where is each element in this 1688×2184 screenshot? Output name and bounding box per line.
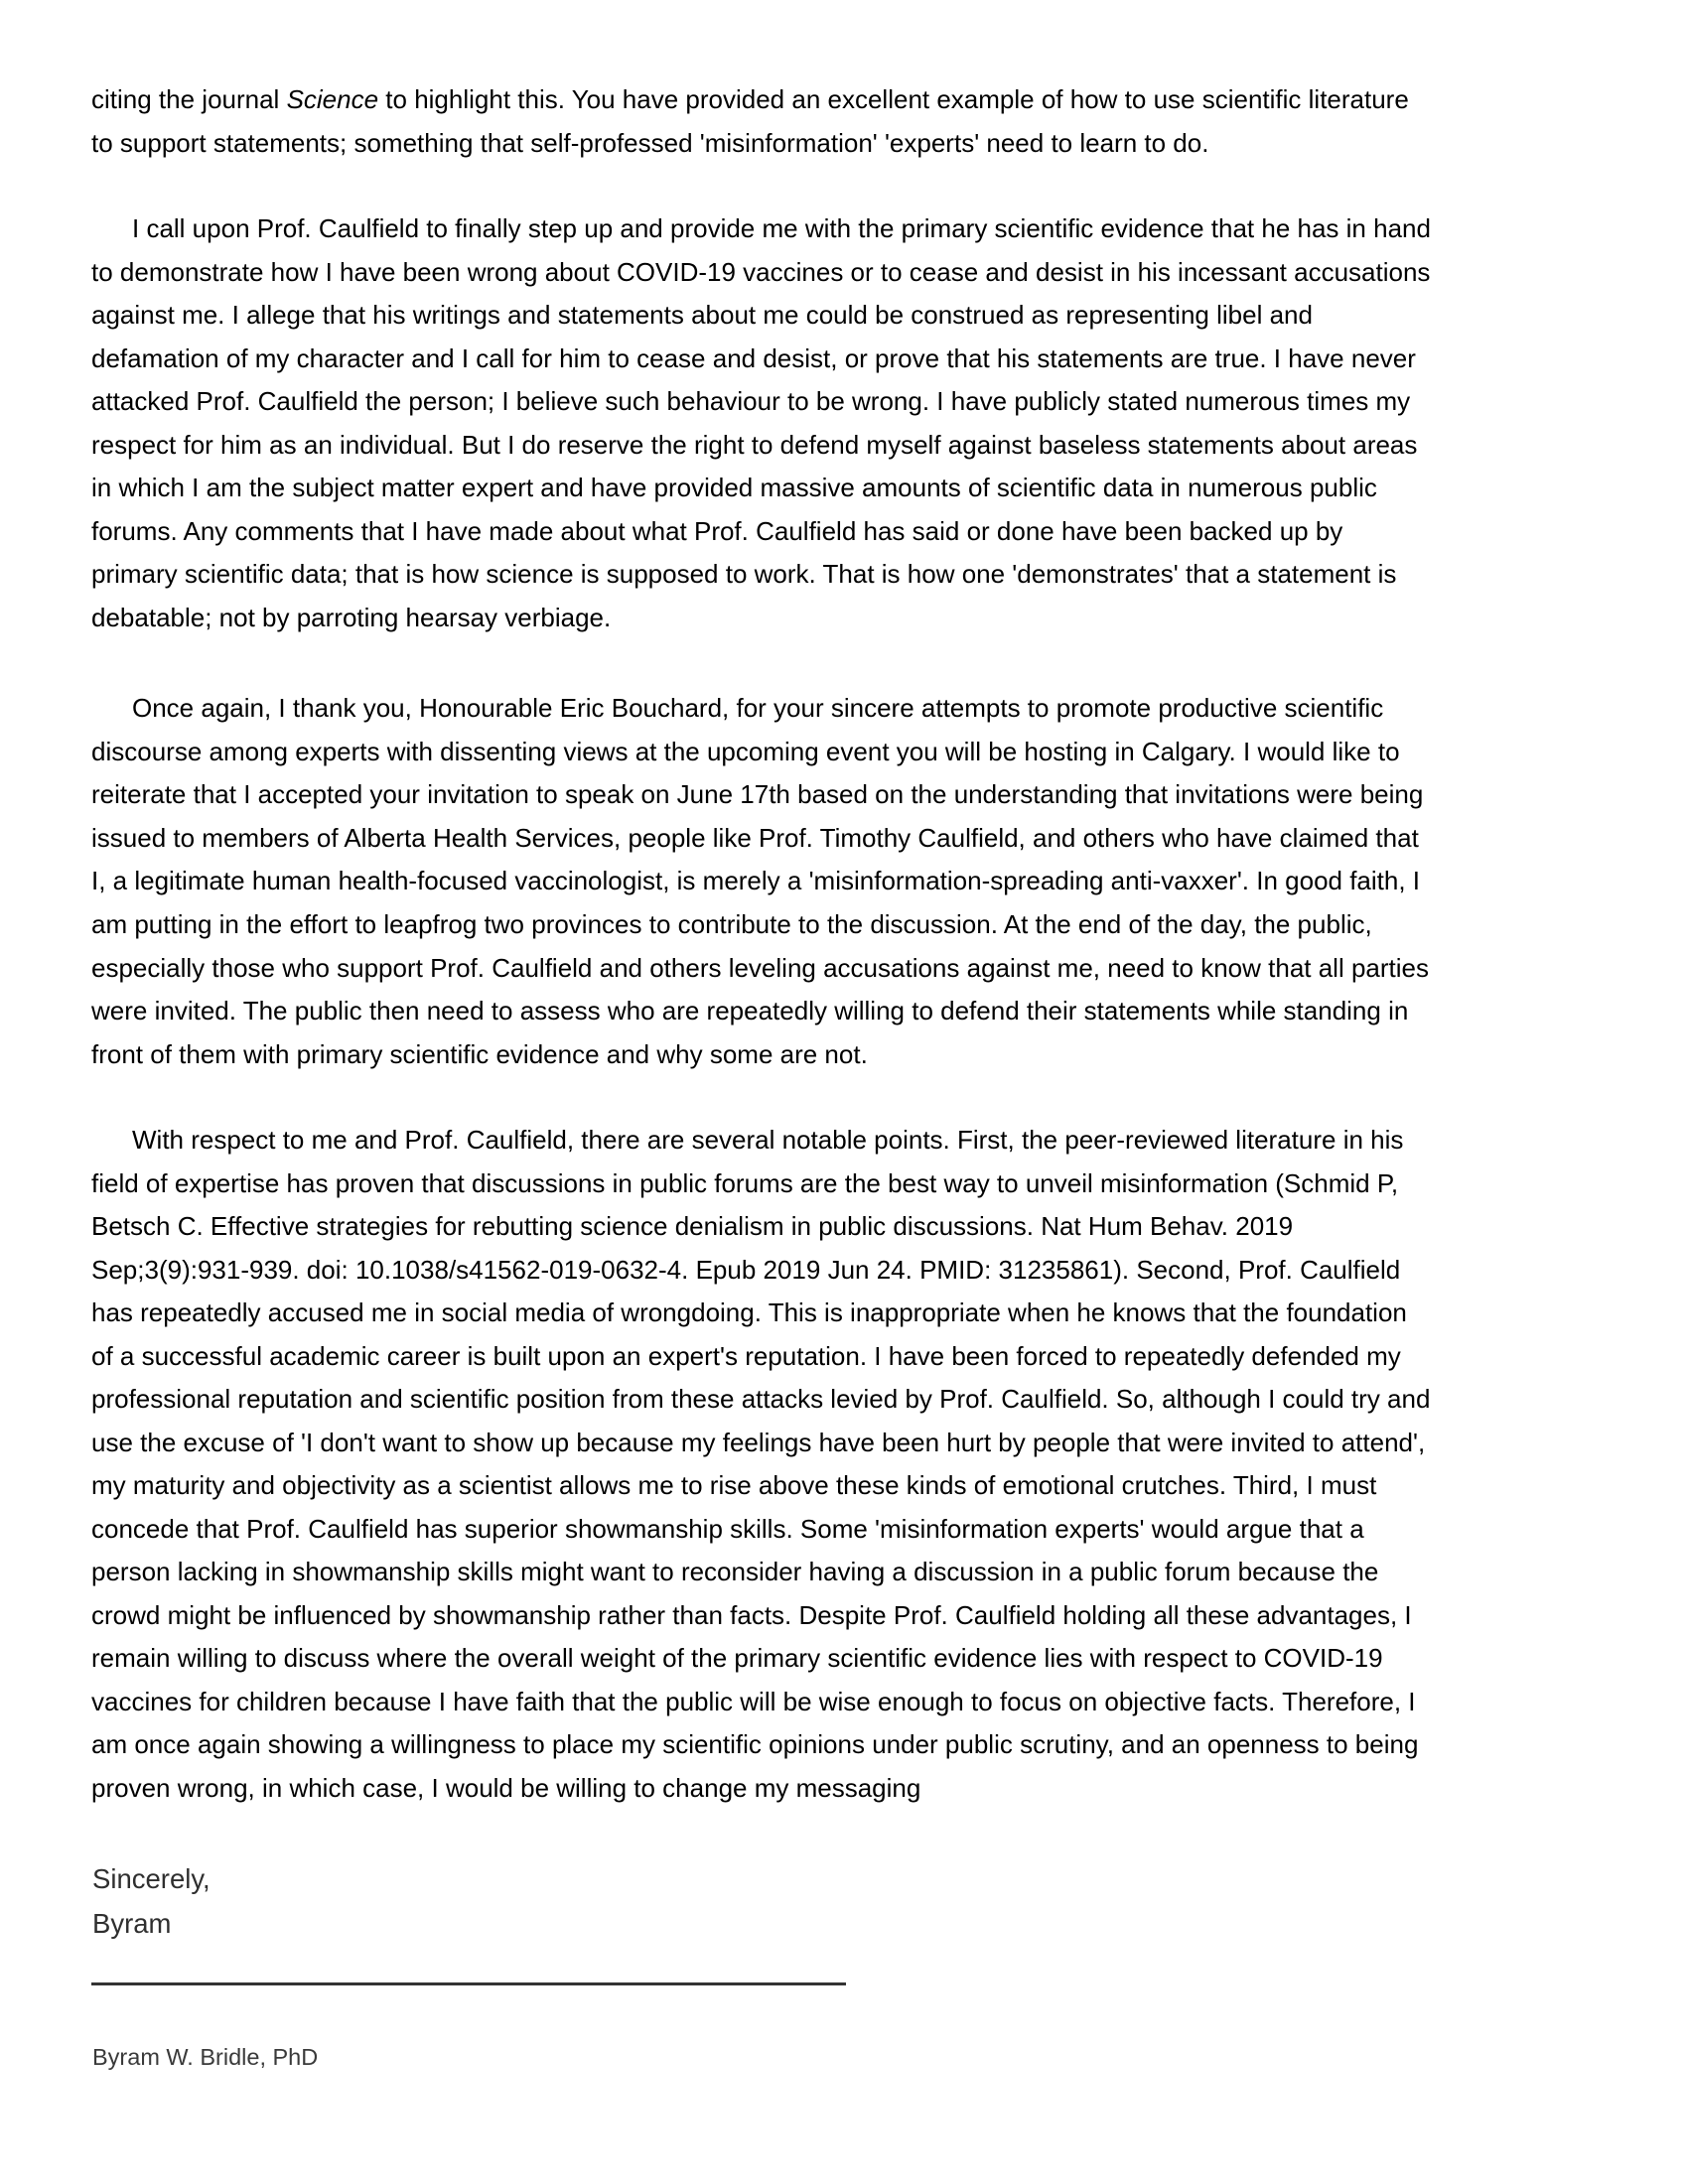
paragraph-4-line-16: proven wrong, in which case, I would be willing to change my messaging — [91, 1772, 921, 1803]
paragraph-4-line-4: Sep;3(9):931-939. doi: 10.1038/s41562-019-0632-4. Epub 2019 Jun 24. PMID: 31235861). Second, Prof. Caulfield — [91, 1254, 1401, 1285]
text-segment: to highlight this. You have provided an excellent example of how to use scientific literature — [378, 84, 1409, 114]
paragraph-4-line-8: use the excuse of 'I don't want to show up because my feelings have been hurt by people that were invited to attend', — [91, 1427, 1426, 1457]
journal-name-italic: Science — [286, 84, 379, 114]
signature-line — [91, 1982, 846, 1985]
paragraph-3-line-2: discourse among experts with dissenting views at the upcoming event you will be hosting in Calgary. I would like to — [91, 736, 1400, 766]
paragraph-2-line-7: in which I am the subject matter expert and have provided massive amounts of scientific data in numerous public — [91, 473, 1377, 502]
paragraph-3-line-5: I, a legitimate human health-focused vaccinologist, is merely a 'misinformation-spreading anti-vaxxer'. In good faith, I — [91, 866, 1421, 896]
paragraph-4-line-13: remain willing to discuss where the overall weight of the primary scientific evidence lies with respect to COVID-19 — [91, 1643, 1383, 1673]
text-segment: citing the journal — [91, 84, 287, 114]
paragraph-4-line-15: am once again showing a willingness to place my scientific opinions under public scrutiny, and an openness to being — [91, 1729, 1419, 1759]
paragraph-3-line-8: were invited. The public then need to assess who are repeatedly willing to defend their statements while standing in — [91, 996, 1409, 1026]
paragraph-2-line-5: attacked Prof. Caulfield the person; I believe such behaviour to be wrong. I have publicly stated numerous times my — [91, 386, 1411, 416]
paragraph-2-line-10: debatable; not by parroting hearsay verbiage. — [91, 602, 612, 632]
paragraph-2-line-3: against me. I allege that his writings and statements about me could be construed as representing libel and — [91, 300, 1313, 330]
paragraph-4-line-6: of a successful academic career is built upon an expert's reputation. I have been forced to repeatedly defended my — [91, 1340, 1401, 1371]
paragraph-4-line-10: concede that Prof. Caulfield has superior showmanship skills. Some 'misinformation experts' would argue that a — [91, 1513, 1364, 1544]
paragraph-3-line-1: Once again, I thank you, Honourable Eric Bouchard, for your sincere attempts to promote productive scientific — [132, 693, 1384, 723]
paragraph-4-line-12: crowd might be influenced by showmanship rather than facts. Despite Prof. Caulfield holding all these advantages, I — [91, 1599, 1412, 1630]
valediction: Sincerely, — [92, 1863, 211, 1894]
paragraph-2-line-6: respect for him as an individual. But I do reserve the right to defend myself against baseless statements about areas — [91, 429, 1418, 460]
paragraph-3-line-6: am putting in the effort to leapfrog two provinces to contribute to the discussion. At the end of the day, the public, — [91, 909, 1372, 939]
paragraph-4-line-2: field of expertise has proven that discussions in public forums are the best way to unveil misinformation (Schmid P, — [91, 1167, 1399, 1198]
signature-first-name: Byram — [92, 1908, 172, 1939]
paragraph-4-line-14: vaccines for children because I have faith that the public will be wise enough to focus on objective facts. Therefore, I — [91, 1686, 1416, 1716]
paragraph-3-line-7: especially those who support Prof. Caulfield and others leveling accusations against me, need to know that all parties — [91, 952, 1429, 983]
paragraph-1-line-2: to support statements; something that self-professed 'misinformation' 'experts' need to learn to do. — [91, 128, 1209, 158]
paragraph-4-line-9: my maturity and objectivity as a scientist allows me to rise above these kinds of emotional crutches. Third, I must — [91, 1470, 1377, 1500]
paragraph-1-line-1 — [91, 84, 1409, 114]
paragraph-2-line-1: I call upon Prof. Caulfield to finally step up and provide me with the primary scientific evidence that he has in hand — [132, 213, 1431, 243]
paragraph-2-line-4: defamation of my character and I call for him to cease and desist, or prove that his statements are true. I have never — [91, 342, 1416, 373]
paragraph-3-line-3: reiterate that I accepted your invitation to speak on June 17th based on the understanding that invitations were being — [91, 779, 1424, 810]
paragraph-2-line-2: to demonstrate how I have been wrong about COVID-19 vaccines or to cease and desist in his incessant accusations — [91, 256, 1431, 287]
paragraph-4-line-5: has repeatedly accused me in social media of wrongdoing. This is inappropriate when he knows that the foundation — [91, 1297, 1407, 1327]
signatory-full-name: Byram W. Bridle, PhD — [92, 2044, 319, 2070]
paragraph-2-line-8: forums. Any comments that I have made about what Prof. Caulfield has said or done have been backed up by — [91, 515, 1343, 546]
paragraph-4-line-1: With respect to me and Prof. Caulfield, there are several notable points. First, the peer-reviewed literature in his — [132, 1125, 1404, 1155]
paragraph-3-line-4: issued to members of Alberta Health Services, people like Prof. Timothy Caulfield, and others who have claimed that — [91, 822, 1419, 853]
paragraph-4-line-11: person lacking in showmanship skills might want to reconsider having a discussion in a public forum because the — [91, 1557, 1379, 1586]
paragraph-4-line-7: professional reputation and scientific position from these attacks levied by Prof. Caulfield. So, although I could try and — [91, 1384, 1431, 1414]
paragraph-2-line-9: primary scientific data; that is how science is supposed to work. That is how one 'demonstrates' that a statement is — [91, 559, 1397, 589]
paragraph-3-line-9: front of them with primary scientific evidence and why some are not. — [91, 1039, 868, 1069]
paragraph-4-line-3: Betsch C. Effective strategies for rebutting science denialism in public discussions. Nat Hum Behav. 2019 — [91, 1211, 1294, 1241]
